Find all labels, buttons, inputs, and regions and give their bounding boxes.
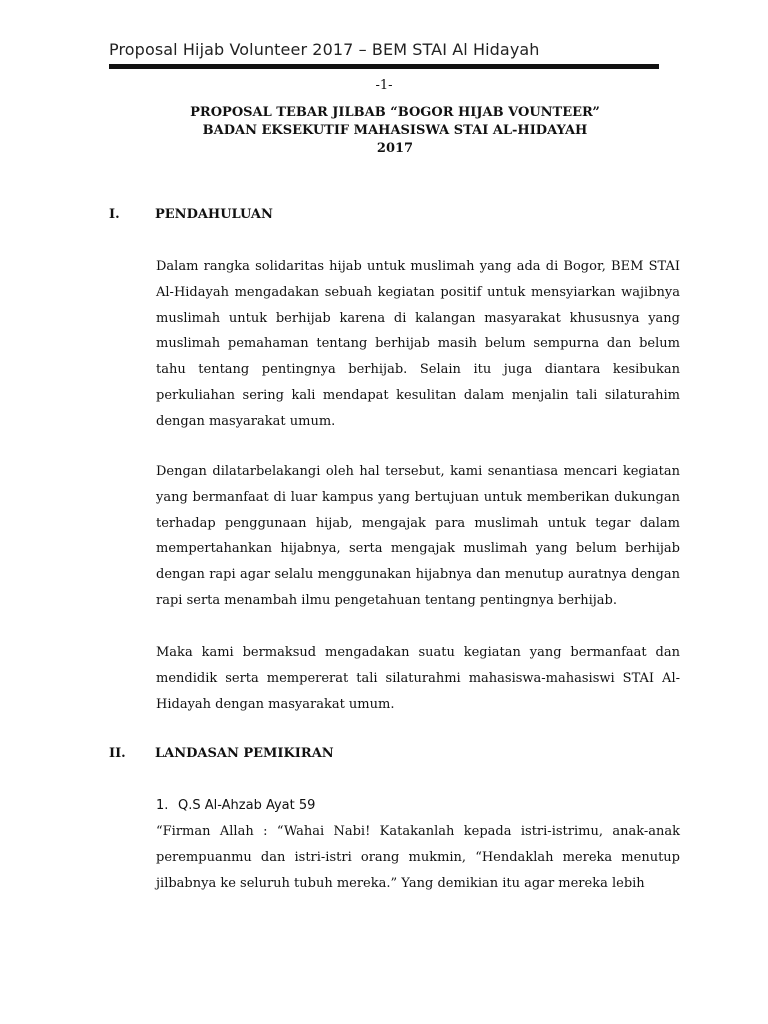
paragraph: Dalam rangka solidaritas hijab untuk muslimah yang ada di Bogor, BEM STAI Al-Hidayah mengadakan sebuah kegiatan positif untuk mensyiarkan wajibnya muslimah untuk berhijab karena di kalangan masyarakat khususnya yang muslimah pemahaman tentang berhijab masih belum sempurna dan belum tahu tentang pentingnya berhijab. Selain itu juga diantara kesibukan perkuliahan sering kali mendapat kesulitan dalam menjalin tali silaturahim dengan masyarakat umum. bbox=[156, 259, 680, 429]
page-number: -1- bbox=[375, 78, 393, 93]
page-header bbox=[109, 40, 659, 59]
title-line-3: 2017 bbox=[376, 141, 414, 156]
section-number: II. bbox=[109, 746, 126, 761]
quote-paragraph: “Firman Allah : “Wahai Nabi! Katakanlah kepada istri-istrimu, anak-anak perempuanmu dan istri-istri orang mukmin, “Hendaklah mereka menutup jilbabnya ke seluruh tubuh mereka.” Yang demikian itu agar mereka lebih bbox=[156, 824, 680, 891]
section-title: PENDAHULUAN bbox=[155, 207, 273, 222]
list-item-number: 1. bbox=[156, 798, 169, 813]
header-divider bbox=[109, 64, 659, 69]
document-title bbox=[0, 104, 768, 158]
header-title: Proposal Hijab Volunteer 2017 – BEM STAI Al Hidayah bbox=[109, 40, 540, 59]
section-number: I. bbox=[109, 207, 120, 222]
list-item-heading bbox=[156, 798, 315, 813]
title-line-1: PROPOSAL TEBAR JILBAB “BOGOR HIJAB VOUNTEER” bbox=[190, 105, 600, 120]
list-item-title: Q.S Al-Ahzab Ayat 59 bbox=[178, 798, 316, 813]
paragraph: Dengan dilatarbelakangi oleh hal tersebut, kami senantiasa mencari kegiatan yang bermanfaat di luar kampus yang bertujuan untuk memberikan dukungan terhadap penggunaan hijab, mengajak para muslimah untuk tegar dalam mempertahankan hijabnya, serta mengajak muslimah yang belum berhijab dengan rapi agar selalu menggunakan hijabnya dan menutup auratnya dengan rapi serta menambah ilmu pengetahuan tentang pentingnya berhijab. bbox=[156, 464, 680, 608]
section-heading-landasan-pemikiran bbox=[109, 746, 334, 761]
title-line-2: BADAN EKSEKUTIF MAHASISWA STAI AL-HIDAYAH bbox=[202, 123, 588, 138]
section-title: LANDASAN PEMIKIRAN bbox=[155, 746, 334, 761]
section-heading-pendahuluan bbox=[109, 207, 273, 222]
paragraph: Maka kami bermaksud mengadakan suatu kegiatan yang bermanfaat dan mendidik serta mempererat tali silaturahmi mahasiswa-mahasiswi STAI Al-Hidayah dengan masyarakat umum. bbox=[156, 645, 680, 712]
